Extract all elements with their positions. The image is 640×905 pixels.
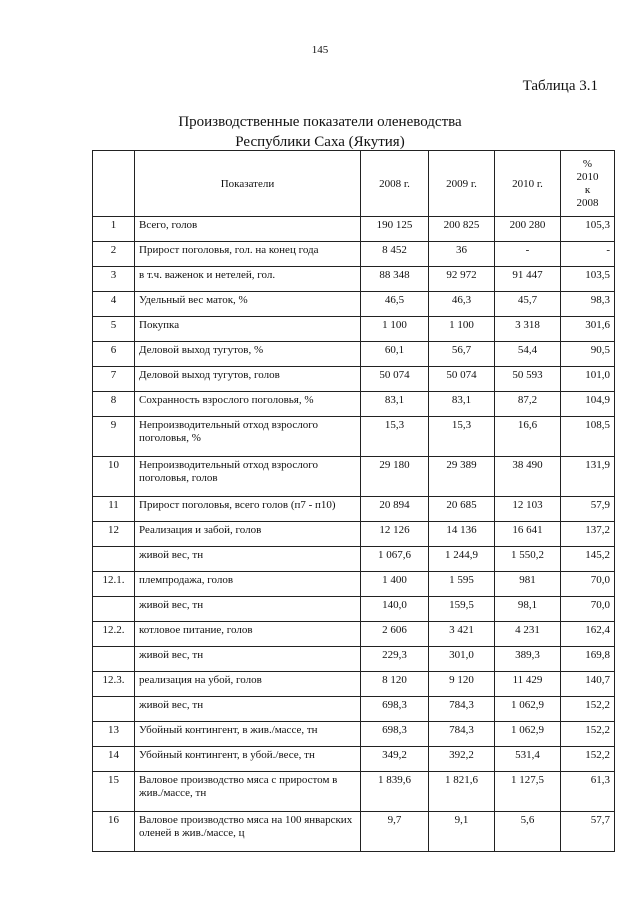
row-number	[93, 697, 135, 722]
value-2010: -	[495, 242, 561, 267]
value-2010: 54,4	[495, 342, 561, 367]
row-number	[93, 647, 135, 672]
table-row	[93, 812, 615, 852]
value-2008: 190 125	[361, 217, 429, 242]
page-number: 145	[311, 44, 329, 56]
header-pct-line: 2008	[576, 196, 599, 209]
row-indicator: племпродажа, голов	[135, 572, 361, 597]
value-2009: 29 389	[429, 457, 495, 497]
value-pct: 61,3	[561, 772, 615, 812]
value-2008: 50 074	[361, 367, 429, 392]
row-indicator: котловое питание, голов	[135, 622, 361, 647]
row-number: 6	[93, 342, 135, 367]
value-2008: 29 180	[361, 457, 429, 497]
value-2009: 15,3	[429, 417, 495, 457]
value-2009: 392,2	[429, 747, 495, 772]
value-2008: 8 452	[361, 242, 429, 267]
value-2010: 1 550,2	[495, 547, 561, 572]
row-indicator: живой вес, тн	[135, 547, 361, 572]
table-row	[93, 722, 615, 747]
value-pct: 131,9	[561, 457, 615, 497]
value-2008: 9,7	[361, 812, 429, 852]
table-row	[93, 497, 615, 522]
value-pct: 101,0	[561, 367, 615, 392]
table-row	[93, 647, 615, 672]
header-pct-line: %	[582, 157, 593, 170]
row-indicator: Убойный контингент, в жив./массе, тн	[135, 722, 361, 747]
table-row	[93, 267, 615, 292]
table-row	[93, 672, 615, 697]
value-2009: 36	[429, 242, 495, 267]
table-row	[93, 217, 615, 242]
value-pct: 104,9	[561, 392, 615, 417]
row-number: 13	[93, 722, 135, 747]
value-2009: 50 074	[429, 367, 495, 392]
value-2010: 5,6	[495, 812, 561, 852]
row-number: 9	[93, 417, 135, 457]
row-indicator: живой вес, тн	[135, 597, 361, 622]
table-row	[93, 747, 615, 772]
row-number: 10	[93, 457, 135, 497]
value-2008: 698,3	[361, 722, 429, 747]
value-pct: 152,2	[561, 747, 615, 772]
value-pct: 103,5	[561, 267, 615, 292]
row-indicator: реализация на убой, голов	[135, 672, 361, 697]
table-row	[93, 622, 615, 647]
value-2010: 200 280	[495, 217, 561, 242]
row-number: 3	[93, 267, 135, 292]
table-row	[93, 697, 615, 722]
row-number: 4	[93, 292, 135, 317]
row-indicator: Валовое производство мяса с приростом в жив./массе, тн	[135, 772, 361, 812]
value-2010: 98,1	[495, 597, 561, 622]
header-2010: 2010 г.	[495, 151, 561, 217]
value-pct: 90,5	[561, 342, 615, 367]
value-pct: 105,3	[561, 217, 615, 242]
value-2010: 16,6	[495, 417, 561, 457]
row-number: 12.2.	[93, 622, 135, 647]
value-2008: 88 348	[361, 267, 429, 292]
value-2009: 1 595	[429, 572, 495, 597]
value-2009: 9 120	[429, 672, 495, 697]
value-2010: 45,7	[495, 292, 561, 317]
value-pct: 57,7	[561, 812, 615, 852]
row-number: 5	[93, 317, 135, 342]
value-2010: 981	[495, 572, 561, 597]
row-indicator: Непроизводительный отход взрослого поголовья, голов	[135, 457, 361, 497]
table-row	[93, 772, 615, 812]
value-2009: 46,3	[429, 292, 495, 317]
row-indicator: Деловой выход тугутов, %	[135, 342, 361, 367]
value-2008: 8 120	[361, 672, 429, 697]
value-2008: 140,0	[361, 597, 429, 622]
value-pct: -	[561, 242, 615, 267]
value-2010: 4 231	[495, 622, 561, 647]
row-number	[93, 547, 135, 572]
value-2008: 83,1	[361, 392, 429, 417]
row-indicator: Реализация и забой, голов	[135, 522, 361, 547]
row-indicator: живой вес, тн	[135, 697, 361, 722]
value-pct: 108,5	[561, 417, 615, 457]
value-2008: 60,1	[361, 342, 429, 367]
value-2010: 50 593	[495, 367, 561, 392]
row-indicator: Прирост поголовья, гол. на конец года	[135, 242, 361, 267]
row-indicator: Сохранность взрослого поголовья, %	[135, 392, 361, 417]
value-2009: 1 821,6	[429, 772, 495, 812]
value-2010: 11 429	[495, 672, 561, 697]
value-2010: 38 490	[495, 457, 561, 497]
table-row	[93, 457, 615, 497]
value-2008: 46,5	[361, 292, 429, 317]
table-row	[93, 417, 615, 457]
value-2010: 1 062,9	[495, 697, 561, 722]
row-indicator: Удельный вес маток, %	[135, 292, 361, 317]
header-num	[93, 151, 135, 217]
value-2009: 83,1	[429, 392, 495, 417]
value-2008: 1 100	[361, 317, 429, 342]
value-2009: 14 136	[429, 522, 495, 547]
header-pct-line: к	[584, 183, 591, 196]
row-number: 12.3.	[93, 672, 135, 697]
value-2009: 784,3	[429, 697, 495, 722]
value-pct: 70,0	[561, 597, 615, 622]
row-indicator: в т.ч. важенок и нетелей, гол.	[135, 267, 361, 292]
doc-title-line1: Производственные показатели оленеводства	[178, 114, 462, 130]
row-number: 11	[93, 497, 135, 522]
indicators-table	[92, 150, 615, 852]
row-number: 12	[93, 522, 135, 547]
row-number: 15	[93, 772, 135, 812]
value-pct: 145,2	[561, 547, 615, 572]
value-2009: 9,1	[429, 812, 495, 852]
value-2010: 12 103	[495, 497, 561, 522]
value-pct: 162,4	[561, 622, 615, 647]
row-number: 16	[93, 812, 135, 852]
value-2009: 1 244,9	[429, 547, 495, 572]
value-2009: 1 100	[429, 317, 495, 342]
header-name: Показатели	[135, 151, 361, 217]
value-2008: 229,3	[361, 647, 429, 672]
row-number	[93, 597, 135, 622]
header-2009: 2009 г.	[429, 151, 495, 217]
table-row	[93, 392, 615, 417]
header-pct-line: 2010	[576, 170, 599, 183]
row-number: 2	[93, 242, 135, 267]
doc-title	[0, 112, 640, 152]
row-indicator: Деловой выход тугутов, голов	[135, 367, 361, 392]
value-2009: 301,0	[429, 647, 495, 672]
row-indicator: Непроизводительный отход взрослого поголовья, %	[135, 417, 361, 457]
row-indicator: Всего, голов	[135, 217, 361, 242]
table-row	[93, 547, 615, 572]
value-pct: 70,0	[561, 572, 615, 597]
value-pct: 152,2	[561, 697, 615, 722]
value-2009: 92 972	[429, 267, 495, 292]
table-row	[93, 367, 615, 392]
value-2010: 91 447	[495, 267, 561, 292]
value-2009: 200 825	[429, 217, 495, 242]
row-indicator: живой вес, тн	[135, 647, 361, 672]
value-2009: 3 421	[429, 622, 495, 647]
value-2008: 15,3	[361, 417, 429, 457]
value-2010: 1 062,9	[495, 722, 561, 747]
row-indicator: Покупка	[135, 317, 361, 342]
value-2010: 531,4	[495, 747, 561, 772]
value-2010: 3 318	[495, 317, 561, 342]
value-2009: 56,7	[429, 342, 495, 367]
table-row	[93, 597, 615, 622]
header-pct	[561, 151, 615, 217]
value-pct: 98,3	[561, 292, 615, 317]
row-number: 12.1.	[93, 572, 135, 597]
doc-title-line2: Республики Саха (Якутия)	[235, 134, 405, 150]
value-2009: 159,5	[429, 597, 495, 622]
value-pct: 152,2	[561, 722, 615, 747]
table-row	[93, 292, 615, 317]
row-indicator: Прирост поголовья, всего голов (п7 - п10)	[135, 497, 361, 522]
value-2008: 1 400	[361, 572, 429, 597]
value-2010: 16 641	[495, 522, 561, 547]
row-number: 14	[93, 747, 135, 772]
value-2008: 2 606	[361, 622, 429, 647]
table-row	[93, 342, 615, 367]
value-2008: 20 894	[361, 497, 429, 522]
table-label: Таблица 3.1	[522, 78, 598, 94]
row-indicator: Убойный контингент, в убой./весе, тн	[135, 747, 361, 772]
row-number: 7	[93, 367, 135, 392]
value-2008: 1 839,6	[361, 772, 429, 812]
value-2008: 12 126	[361, 522, 429, 547]
row-number: 1	[93, 217, 135, 242]
value-pct: 301,6	[561, 317, 615, 342]
table-row	[93, 317, 615, 342]
header-row	[93, 151, 615, 217]
table-row	[93, 572, 615, 597]
value-pct: 140,7	[561, 672, 615, 697]
value-2008: 698,3	[361, 697, 429, 722]
value-pct: 137,2	[561, 522, 615, 547]
value-pct: 57,9	[561, 497, 615, 522]
value-2008: 1 067,6	[361, 547, 429, 572]
value-2008: 349,2	[361, 747, 429, 772]
value-2010: 87,2	[495, 392, 561, 417]
table-row	[93, 242, 615, 267]
value-2009: 784,3	[429, 722, 495, 747]
value-2009: 20 685	[429, 497, 495, 522]
value-2010: 1 127,5	[495, 772, 561, 812]
value-pct: 169,8	[561, 647, 615, 672]
header-2008: 2008 г.	[361, 151, 429, 217]
value-2010: 389,3	[495, 647, 561, 672]
row-indicator: Валовое производство мяса на 100 январских оленей в жив./массе, ц	[135, 812, 361, 852]
row-number: 8	[93, 392, 135, 417]
table-row	[93, 522, 615, 547]
